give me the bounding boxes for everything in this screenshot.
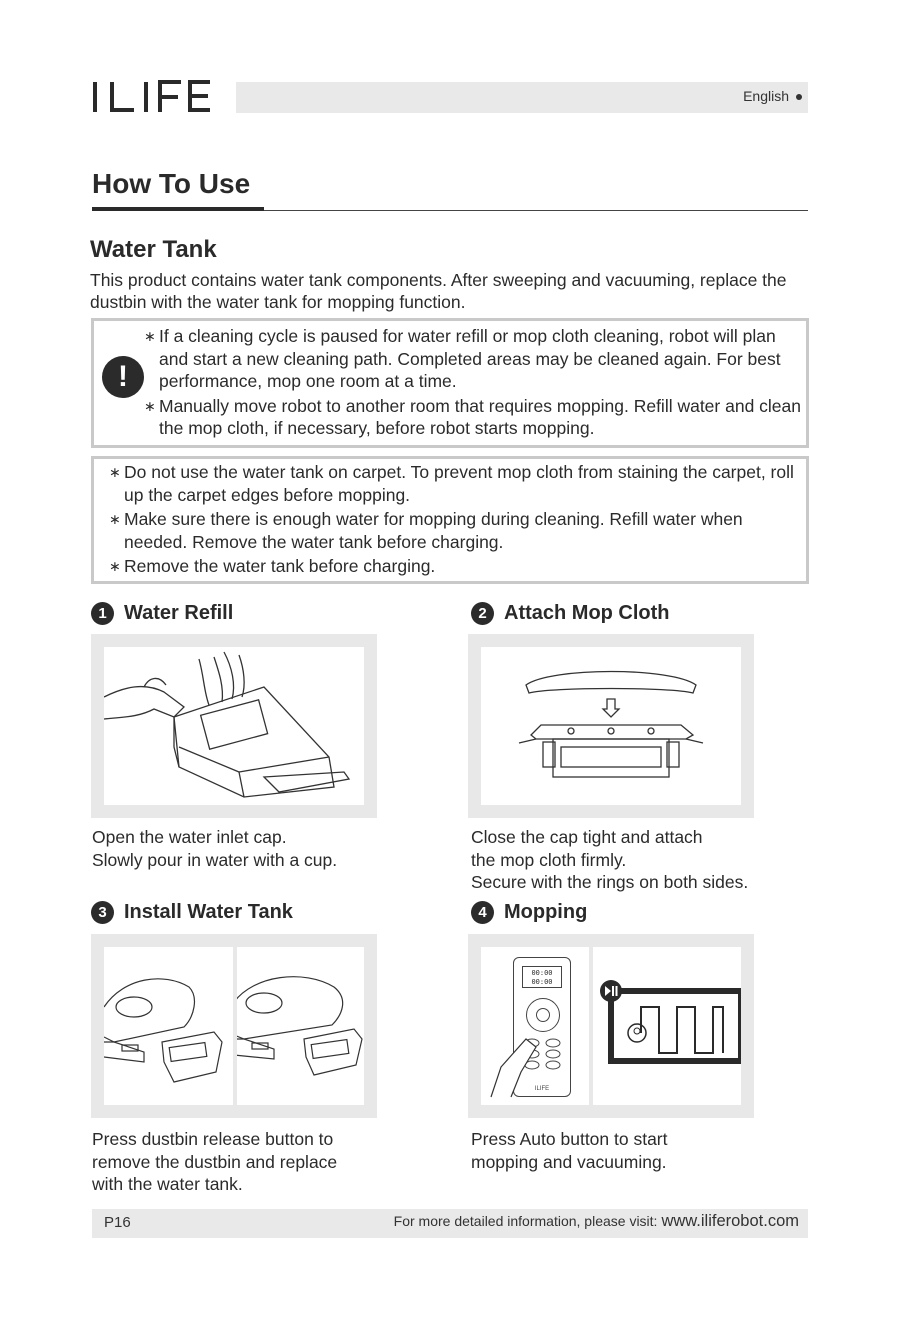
caution-item-text: Do not use the water tank on carpet. To prevent mop cloth from staining the carpet, roll up the carpet edges before mopping. [124,462,794,505]
mop-cloth-illustration [468,634,754,818]
step-number-badge: 3 [91,901,114,924]
notice-item-text: If a cleaning cycle is paused for water refill or mop cloth cleaning, robot will plan and start a new cleaning path. Completed areas may be cleaned again. For best performance, mop one room at a time. [159,326,781,391]
exclamation-icon: ! [102,356,144,398]
step-title-text: Water Refill [124,602,234,624]
caption-line: remove the dustbin and replace [92,1151,338,1172]
install-tank-illustration [91,934,377,1118]
intro-text: This product contains water tank components. After sweeping and vacuuming, replace the dustbin with the water tank for mopping function. [90,270,787,312]
footer-info [394,1212,799,1231]
notice-item: ∗ If a cleaning cycle is paused for water refill or mop cloth cleaning, robot will plan and start a new cleaning path. Completed areas may be cleaned again. For best performance, mop one room at a time. [144,326,781,391]
step-1-title [91,602,233,625]
header-bar [236,82,808,113]
caution-item: ∗ Remove the water tank before charging. [109,556,436,576]
caution-list [109,461,805,580]
step-2-caption [471,826,801,894]
step-4-title [471,901,587,924]
caption-line: Press dustbin release button to [92,1129,334,1149]
caution-item: ∗ Do not use the water tank on carpet. To prevent mop cloth from staining the carpet, roll up the carpet edges before mopping. [109,462,794,505]
language-indicator [743,88,802,104]
caption-line: Open the water inlet cap. [92,827,287,847]
caption-line: Slowly pour in water with a cup. [92,849,338,870]
mopping-illustration [468,934,754,1118]
step-1-caption [92,826,382,871]
notice-item-text: Manually move robot to another room that requires mopping. Refill water and clean the mop cloth, if necessary, before robot starts mopping. [159,395,802,438]
water-refill-illustration [91,634,377,818]
caution-item-text: Remove the water tank before charging. [124,556,436,576]
step-title-text: Mopping [504,901,588,923]
page-title: How To Use [92,168,251,199]
section-title: Water Tank [90,236,217,263]
title-rule [264,210,808,211]
language-label: English [743,88,789,104]
ilife-logo [92,80,212,114]
remote-time: 00:00 [531,978,553,986]
caution-item-text: Make sure there is enough water for mopping during cleaning. Refill water when needed. Remove the water tank before charging. [124,509,743,552]
step-3-title [91,901,293,924]
caution-item: ∗ Make sure there is enough water for mopping during cleaning. Refill water when needed. Remove the water tank before charging. [109,509,743,552]
notice-item: ∗ Manually move robot to another room that requires mopping. Refill water and clean the mop cloth, if necessary, before robot starts mopping. [144,395,802,438]
step-number-badge: 4 [471,901,494,924]
step-title-text: Attach Mop Cloth [504,602,670,624]
step-4-caption [471,1128,761,1173]
caption-line: Close the cap tight and attach [471,827,703,847]
step-title-text: Install Water Tank [124,901,293,923]
website-link[interactable]: www.iliferobot.com [661,1212,799,1230]
title-underline [92,207,264,211]
caption-line: the mop cloth firmly. [471,849,627,870]
caption-line: Press Auto button to start [471,1129,668,1149]
step-number-badge: 2 [471,602,494,625]
notice-list [144,325,806,442]
caption-line: with the water tank. [92,1174,243,1194]
dot-icon [796,94,802,100]
caption-line: Secure with the rings on both sides. [471,872,749,892]
remote-time: 00:00 [531,969,553,977]
step-number-badge: 1 [91,602,114,625]
step-2-title [471,602,670,625]
remote-brand: ILIFE [534,1086,550,1092]
footer-text: For more detailed information, please visit: [393,1213,658,1229]
page-number: P16 [104,1214,131,1231]
step-3-caption [92,1128,382,1196]
caption-line: mopping and vacuuming. [471,1151,667,1172]
